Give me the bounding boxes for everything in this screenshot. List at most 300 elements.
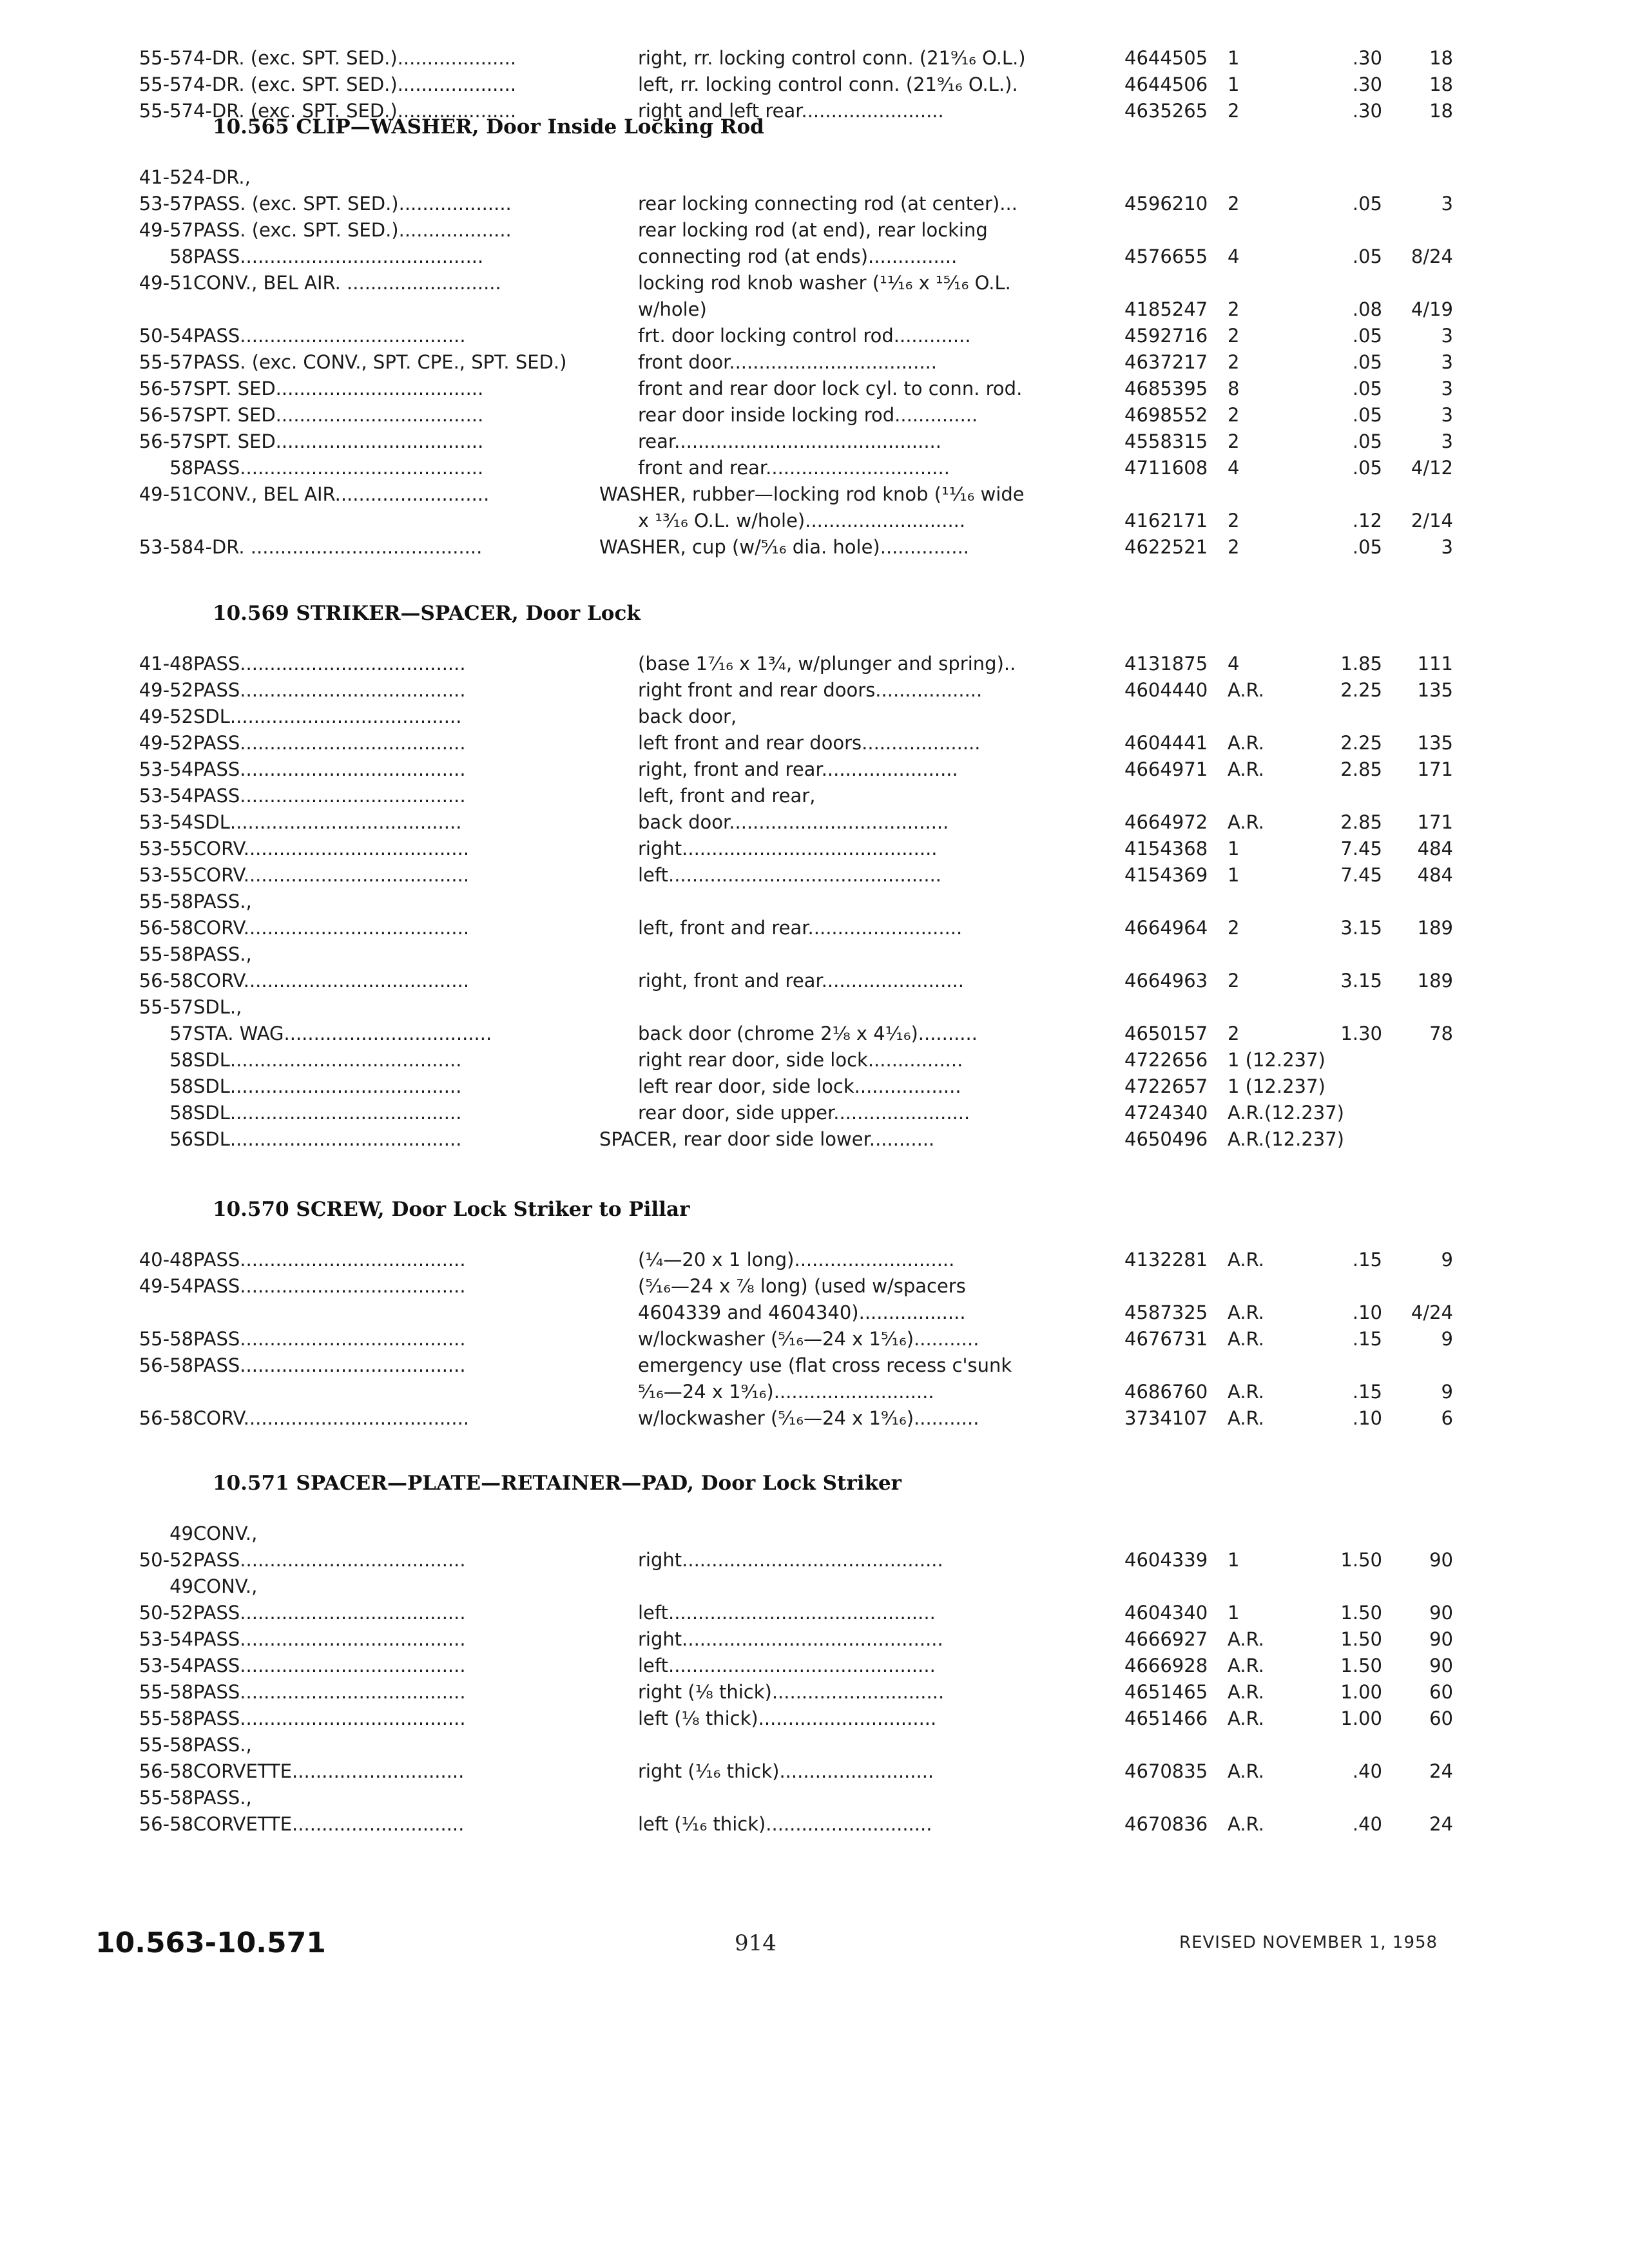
pack-quantity: 171 xyxy=(1417,758,1453,780)
model-description: SDL....................................... xyxy=(193,811,462,833)
model-years: 55-58 xyxy=(139,1328,193,1350)
footer-section-range: 10.563-10.571 xyxy=(95,1927,326,1959)
price xyxy=(1292,1732,1382,1758)
quantity: A.R. xyxy=(1228,1681,1264,1703)
pack-quantity: 60 xyxy=(1429,1681,1453,1703)
pack-quantity: 90 xyxy=(1429,1549,1453,1571)
pack-quantity xyxy=(1379,704,1453,729)
model-years: 55-58 xyxy=(139,1681,193,1703)
price xyxy=(1292,783,1382,809)
model-years: 55-58 xyxy=(139,890,193,912)
section-0-row xyxy=(0,481,1629,507)
pack-quantity xyxy=(1379,1785,1453,1811)
quantity xyxy=(1228,1732,1295,1758)
price: .12 xyxy=(1352,510,1382,532)
quantity: A.R. xyxy=(1228,1381,1264,1403)
model-description: CONV., BEL AIR. .......................... xyxy=(193,272,501,294)
part-number: 4670835 xyxy=(1124,1760,1208,1782)
section-0-row xyxy=(0,508,1629,533)
price: 1.50 xyxy=(1340,1655,1382,1677)
part-description: rear............................................. xyxy=(638,430,941,452)
quantity: 1 (12.237) xyxy=(1228,1049,1325,1071)
section-1-row xyxy=(0,756,1629,782)
section-heading: 10.569 STRIKER—SPACER, Door Lock xyxy=(213,602,641,625)
model-years: 56-58 xyxy=(139,1407,193,1429)
model-years: 53-57 xyxy=(139,193,193,215)
section-3-row xyxy=(0,1811,1629,1837)
model-years: 53-54 xyxy=(139,1628,193,1650)
model-description: PASS. (exc. SPT. SED.)................... xyxy=(193,193,512,215)
model-years: 56-58 xyxy=(139,1354,193,1376)
quantity xyxy=(1228,164,1295,190)
pack-quantity xyxy=(1379,889,1453,914)
section-3-row xyxy=(0,1626,1629,1652)
section-0-row xyxy=(0,217,1629,243)
part-description: back door, xyxy=(638,706,737,727)
model-description: PASS...................................... xyxy=(193,1628,466,1650)
pack-quantity: 8/24 xyxy=(1411,245,1453,267)
part-description: back door (chrome 2¹⁄₈ x 4¹⁄₁₆).......... xyxy=(638,1023,978,1044)
model-years: 40-48 xyxy=(139,1249,193,1271)
model-years: 49-54 xyxy=(139,1275,193,1297)
section-0-row xyxy=(0,534,1629,560)
part-description: right............................................ xyxy=(638,1549,943,1571)
part-description: right, front and rear........................ xyxy=(638,970,964,992)
model-years: 56-58 xyxy=(139,1760,193,1782)
section-1-row xyxy=(0,677,1629,703)
part-description: left (¹⁄₈ thick).............................. xyxy=(638,1707,937,1729)
model-description: SPT. SED................................... xyxy=(193,430,484,452)
part-description: 4604339 and 4604340).................. xyxy=(638,1302,966,1323)
model-years: 55-57 xyxy=(139,996,193,1018)
price xyxy=(1292,1521,1382,1546)
pack-quantity: 3 xyxy=(1441,430,1453,452)
section-0-row xyxy=(0,402,1629,428)
part-description: left (¹⁄₁₆ thick)............................ xyxy=(638,1813,932,1835)
model-years: 53-54 xyxy=(139,811,193,833)
part-number: 4664972 xyxy=(1124,811,1208,833)
model-years: 50-54 xyxy=(139,325,193,347)
section-2-row xyxy=(0,1405,1629,1431)
model-years xyxy=(90,1300,193,1325)
pack-quantity: 4/24 xyxy=(1411,1302,1453,1323)
pack-quantity: 135 xyxy=(1417,679,1453,701)
model-description: PASS...................................... xyxy=(193,1655,466,1677)
model-years: 49-52 xyxy=(139,732,193,754)
part-number: 4685395 xyxy=(1124,378,1208,399)
pack-quantity: 9 xyxy=(1441,1381,1453,1403)
model-description: PASS...................................... xyxy=(193,785,466,807)
quantity: 1 xyxy=(1228,864,1240,886)
model-description: CORVETTE............................. xyxy=(193,1760,465,1782)
quantity xyxy=(1228,941,1295,967)
model-description: PASS...................................... xyxy=(193,1602,466,1624)
model-description: PASS. (exc. CONV., SPT. CPE., SPT. SED.) xyxy=(193,351,567,373)
part-number: 4670836 xyxy=(1124,1813,1208,1835)
pack-quantity xyxy=(1379,1126,1453,1152)
model-description: PASS...................................... xyxy=(193,325,466,347)
part-number: 4664971 xyxy=(1124,758,1208,780)
quantity xyxy=(1228,217,1295,243)
pack-quantity xyxy=(1379,217,1453,243)
part-number: 4576655 xyxy=(1124,245,1208,267)
part-description xyxy=(638,1785,1115,1811)
part-number: 4664964 xyxy=(1124,917,1208,939)
part-description: left rear door, side lock.................. xyxy=(638,1075,961,1097)
model-years xyxy=(90,1379,193,1405)
section-1-row xyxy=(0,651,1629,677)
model-years: 55-58 xyxy=(139,1734,193,1756)
part-number: 4651466 xyxy=(1124,1707,1208,1729)
section-1-row xyxy=(0,889,1629,914)
part-description: right front and rear doors.................. xyxy=(638,679,983,701)
price xyxy=(1292,1073,1382,1099)
model-years: 55-57 xyxy=(139,351,193,373)
model-description: 4-DR. (exc. SPT. SED.).................... xyxy=(193,47,517,69)
model-years: 49-57 xyxy=(139,219,193,241)
part-description: ⁵⁄₁₆—24 x 1⁹⁄₁₆)........................... xyxy=(638,1381,934,1403)
part-number: 4698552 xyxy=(1124,404,1208,426)
part-description: right rear door, side lock................ xyxy=(638,1049,963,1071)
model-description: PASS...................................... xyxy=(193,1549,466,1571)
pack-quantity xyxy=(1379,1732,1453,1758)
price: 1.00 xyxy=(1340,1681,1382,1703)
section-3-row xyxy=(0,1600,1629,1626)
model-description: PASS...................................... xyxy=(193,679,466,701)
model-description: SDL....................................... xyxy=(193,1049,462,1071)
part-description: locking rod knob washer (¹¹⁄₁₆ x ¹⁵⁄₁₆ O.L. xyxy=(638,272,1011,294)
pack-quantity: 3 xyxy=(1441,378,1453,399)
model-description: PASS...................................... xyxy=(193,1681,466,1703)
section-0-row xyxy=(0,296,1629,322)
section-3-row xyxy=(0,1785,1629,1811)
price xyxy=(1292,1100,1382,1126)
price: 1.00 xyxy=(1340,1707,1382,1729)
pack-quantity: 2/14 xyxy=(1411,510,1453,532)
price: 7.45 xyxy=(1340,864,1382,886)
quantity: A.R. xyxy=(1228,732,1264,754)
pack-quantity: 60 xyxy=(1429,1707,1453,1729)
pack-quantity: 18 xyxy=(1429,73,1453,95)
continued-row xyxy=(0,45,1629,71)
model-description: CORV...................................... xyxy=(193,864,470,886)
section-1-row xyxy=(0,941,1629,967)
price: .08 xyxy=(1352,298,1382,320)
model-years: 55-57 xyxy=(139,100,193,122)
pack-quantity: 484 xyxy=(1417,838,1453,860)
part-description: left front and rear doors.................... xyxy=(638,732,981,754)
quantity: A.R. xyxy=(1228,1813,1264,1835)
price xyxy=(1292,704,1382,729)
model-description: 4-DR., xyxy=(193,166,251,188)
part-number: 4666927 xyxy=(1124,1628,1208,1650)
model-years: 55-57 xyxy=(139,73,193,95)
pack-quantity: 484 xyxy=(1417,864,1453,886)
pack-quantity xyxy=(1379,164,1453,190)
model-description: PASS......................................... xyxy=(193,245,484,267)
part-number: 4604440 xyxy=(1124,679,1208,701)
pack-quantity: 90 xyxy=(1429,1602,1453,1624)
model-years: 50-52 xyxy=(139,1549,193,1571)
price: .05 xyxy=(1352,325,1382,347)
model-years: 49 xyxy=(169,1523,193,1544)
quantity xyxy=(1228,704,1295,729)
section-1-row xyxy=(0,1073,1629,1099)
part-description: WASHER, rubber—locking rod knob (¹¹⁄₁₆ wide xyxy=(599,483,1025,505)
model-years: 56-57 xyxy=(139,430,193,452)
model-description xyxy=(193,1379,606,1405)
pack-quantity: 9 xyxy=(1441,1249,1453,1271)
section-2-row xyxy=(0,1273,1629,1299)
part-description: left, front and rear.......................... xyxy=(638,917,963,939)
part-description: front door................................... xyxy=(638,351,937,373)
pack-quantity: 18 xyxy=(1429,47,1453,69)
section-2-row xyxy=(0,1300,1629,1325)
part-number: 4604441 xyxy=(1124,732,1208,754)
section-heading: 10.571 SPACER—PLATE—RETAINER—PAD, Door Lock Striker xyxy=(213,1472,902,1495)
model-years: 56 xyxy=(169,1128,193,1150)
price xyxy=(1292,481,1382,507)
model-description: SDL....................................... xyxy=(193,1075,462,1097)
price: .05 xyxy=(1352,404,1382,426)
part-description: right........................................... xyxy=(638,838,938,860)
pack-quantity: 135 xyxy=(1417,732,1453,754)
quantity: A.R.(12.237) xyxy=(1228,1102,1344,1124)
quantity: A.R. xyxy=(1228,1249,1264,1271)
quantity xyxy=(1228,1273,1295,1299)
pack-quantity: 111 xyxy=(1417,653,1453,675)
model-description: PASS., xyxy=(193,1787,252,1809)
part-description: WASHER, cup (w/⁵⁄₁₆ dia. hole)............... xyxy=(599,536,970,558)
price: .30 xyxy=(1352,73,1382,95)
price: 1.30 xyxy=(1340,1023,1382,1044)
part-description: rear locking rod (at end), rear locking xyxy=(638,219,988,241)
price xyxy=(1292,1573,1382,1599)
pack-quantity: 189 xyxy=(1417,970,1453,992)
quantity: 4 xyxy=(1228,653,1240,675)
model-description: PASS. (exc. SPT. SED.)................... xyxy=(193,219,512,241)
part-number: 4676731 xyxy=(1124,1328,1208,1350)
price: 3.15 xyxy=(1340,917,1382,939)
model-description: 4-DR. ....................................... xyxy=(193,536,483,558)
quantity: A.R. xyxy=(1228,811,1264,833)
section-1-row xyxy=(0,704,1629,729)
part-number: 4162171 xyxy=(1124,510,1208,532)
part-description: right and left rear........................ xyxy=(638,100,944,122)
quantity: A.R. xyxy=(1228,1328,1264,1350)
pack-quantity: 24 xyxy=(1429,1760,1453,1782)
section-0-row xyxy=(0,323,1629,349)
model-description xyxy=(193,1300,606,1325)
pack-quantity: 171 xyxy=(1417,811,1453,833)
part-description: frt. door locking control rod............. xyxy=(638,325,971,347)
section-0-row xyxy=(0,376,1629,401)
part-number: 4592716 xyxy=(1124,325,1208,347)
price: .30 xyxy=(1352,100,1382,122)
quantity xyxy=(1228,1352,1295,1378)
model-description: SDL....................................... xyxy=(193,706,462,727)
pack-quantity: 4/12 xyxy=(1411,457,1453,479)
price xyxy=(1292,1273,1382,1299)
part-number: 4666928 xyxy=(1124,1655,1208,1677)
section-0-row xyxy=(0,244,1629,269)
section-0-row xyxy=(0,164,1629,190)
quantity: 1 xyxy=(1228,838,1240,860)
quantity: A.R. xyxy=(1228,1760,1264,1782)
section-1-row xyxy=(0,836,1629,861)
section-2-row xyxy=(0,1247,1629,1273)
quantity: A.R. xyxy=(1228,679,1264,701)
quantity: 1 (12.237) xyxy=(1228,1075,1325,1097)
quantity: 2 xyxy=(1228,298,1240,320)
price: 1.50 xyxy=(1340,1628,1382,1650)
part-number: 4185247 xyxy=(1124,298,1208,320)
quantity: 1 xyxy=(1228,73,1240,95)
part-description: right, front and rear....................... xyxy=(638,758,958,780)
quantity xyxy=(1228,1573,1295,1599)
price xyxy=(1292,1047,1382,1073)
model-description: CORVETTE............................. xyxy=(193,1813,465,1835)
section-0-row xyxy=(0,428,1629,454)
model-years: 53-55 xyxy=(139,838,193,860)
model-years: 55-58 xyxy=(139,943,193,965)
part-description: connecting rod (at ends)............... xyxy=(638,245,958,267)
price xyxy=(1292,994,1382,1020)
model-description: SPT. SED................................... xyxy=(193,378,484,399)
quantity: A.R. xyxy=(1228,1707,1264,1729)
part-number: 4644506 xyxy=(1124,73,1208,95)
quantity xyxy=(1228,1785,1295,1811)
model-description: 4-DR. (exc. SPT. SED.).................... xyxy=(193,73,517,95)
model-years: 56-58 xyxy=(139,1813,193,1835)
part-description: rear locking connecting rod (at center)... xyxy=(638,193,1017,215)
model-description: PASS...................................... xyxy=(193,1249,466,1271)
part-number: 4132281 xyxy=(1124,1249,1208,1271)
section-3-row xyxy=(0,1758,1629,1784)
model-years: 58 xyxy=(169,245,193,267)
model-description: CORV...................................... xyxy=(193,1407,470,1429)
section-1-row xyxy=(0,994,1629,1020)
model-years: 55-58 xyxy=(139,1707,193,1729)
price: .15 xyxy=(1352,1249,1382,1271)
quantity: 2 xyxy=(1228,1023,1240,1044)
pack-quantity xyxy=(1379,1352,1453,1378)
model-description xyxy=(193,508,606,533)
price xyxy=(1292,270,1382,296)
price: .05 xyxy=(1352,351,1382,373)
section-1-row xyxy=(0,1047,1629,1073)
pack-quantity: 3 xyxy=(1441,325,1453,347)
part-description: left.............................................. xyxy=(638,864,942,886)
part-description: emergency use (flat cross recess c'sunk xyxy=(638,1354,1012,1376)
part-description xyxy=(638,1521,1115,1546)
part-description: right............................................ xyxy=(638,1628,943,1650)
model-description: CORV...................................... xyxy=(193,970,470,992)
price: 1.50 xyxy=(1340,1602,1382,1624)
pack-quantity: 189 xyxy=(1417,917,1453,939)
part-number: 4131875 xyxy=(1124,653,1208,675)
model-years: 49-52 xyxy=(139,679,193,701)
model-years: 41-48 xyxy=(139,653,193,675)
section-1-row xyxy=(0,809,1629,835)
quantity: 1 xyxy=(1228,47,1240,69)
pack-quantity: 9 xyxy=(1441,1328,1453,1350)
part-description: SPACER, rear door side lower........... xyxy=(599,1128,935,1150)
pack-quantity: 3 xyxy=(1441,351,1453,373)
footer-page-number: 914 xyxy=(735,1930,776,1956)
model-years xyxy=(90,508,193,533)
model-years: 41-52 xyxy=(139,166,193,188)
model-years: 56-57 xyxy=(139,404,193,426)
model-description: PASS., xyxy=(193,890,252,912)
model-years: 57 xyxy=(169,1023,193,1044)
pack-quantity xyxy=(1379,1273,1453,1299)
part-description: w/hole) xyxy=(638,298,707,320)
quantity: A.R. xyxy=(1228,1628,1264,1650)
part-description: front and rear door lock cyl. to conn. rod. xyxy=(638,378,1023,399)
part-number: 4686760 xyxy=(1124,1381,1208,1403)
model-years: 53-58 xyxy=(139,536,193,558)
part-number: 4664963 xyxy=(1124,970,1208,992)
quantity: 4 xyxy=(1228,245,1240,267)
pack-quantity: 3 xyxy=(1441,536,1453,558)
pack-quantity: 4/19 xyxy=(1411,298,1453,320)
section-heading: 10.570 SCREW, Door Lock Striker to Pillar xyxy=(213,1198,690,1221)
price xyxy=(1292,1126,1382,1152)
price: .40 xyxy=(1352,1813,1382,1835)
part-description: right (¹⁄₁₆ thick).......................... xyxy=(638,1760,934,1782)
quantity xyxy=(1228,994,1295,1020)
section-3-row xyxy=(0,1521,1629,1546)
price: 2.25 xyxy=(1340,732,1382,754)
part-number: 4722657 xyxy=(1124,1075,1208,1097)
price: .05 xyxy=(1352,378,1382,399)
model-description: PASS., xyxy=(193,943,252,965)
pack-quantity xyxy=(1379,1047,1453,1073)
model-years: 49-51 xyxy=(139,483,193,505)
model-description: PASS...................................... xyxy=(193,1707,466,1729)
model-description: SDL., xyxy=(193,996,242,1018)
section-3-row xyxy=(0,1547,1629,1573)
section-1-row xyxy=(0,915,1629,941)
pack-quantity: 6 xyxy=(1441,1407,1453,1429)
pack-quantity xyxy=(1379,270,1453,296)
part-number: 4635265 xyxy=(1124,100,1208,122)
section-1-row xyxy=(0,862,1629,888)
quantity: A.R. xyxy=(1228,1655,1264,1677)
model-years: 53-54 xyxy=(139,785,193,807)
part-description: w/lockwasher (⁵⁄₁₆—24 x 1⁹⁄₁₆)........... xyxy=(638,1407,979,1429)
part-description xyxy=(638,1573,1115,1599)
section-3-row xyxy=(0,1573,1629,1599)
section-3-row xyxy=(0,1706,1629,1731)
section-3-row xyxy=(0,1653,1629,1678)
price: .05 xyxy=(1352,430,1382,452)
part-number: 4587325 xyxy=(1124,1302,1208,1323)
pack-quantity: 18 xyxy=(1429,100,1453,122)
pack-quantity: 90 xyxy=(1429,1628,1453,1650)
part-number: 3734107 xyxy=(1124,1407,1208,1429)
model-years: 55-57 xyxy=(139,47,193,69)
model-description: SDL....................................... xyxy=(193,1128,462,1150)
part-number: 4637217 xyxy=(1124,351,1208,373)
pack-quantity xyxy=(1379,1573,1453,1599)
pack-quantity: 78 xyxy=(1429,1023,1453,1044)
model-years: 55-58 xyxy=(139,1787,193,1809)
quantity: 2 xyxy=(1228,193,1240,215)
section-1-row xyxy=(0,783,1629,809)
model-years: 49 xyxy=(169,1575,193,1597)
